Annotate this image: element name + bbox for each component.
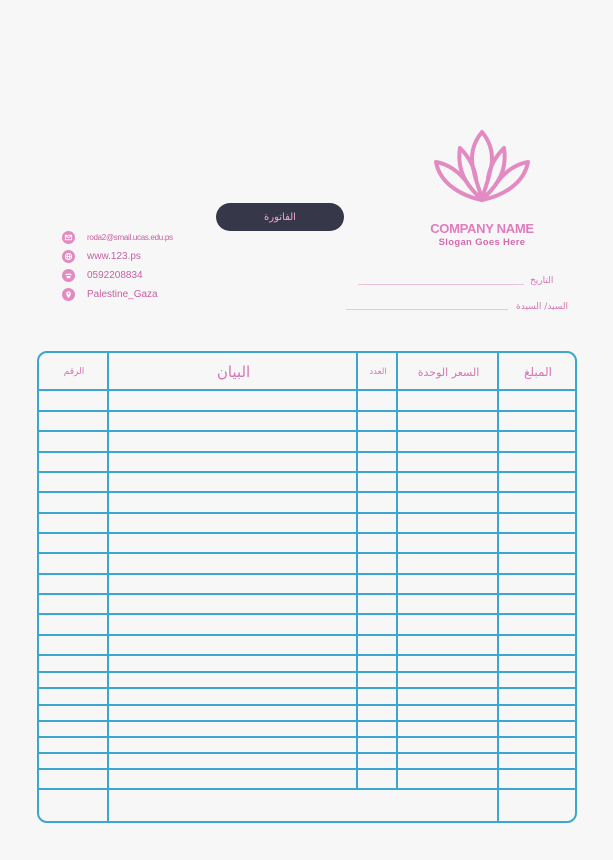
contact-website-row	[62, 247, 173, 266]
contact-phone: 0592208834	[87, 270, 143, 281]
table-grid	[39, 353, 577, 823]
contact-email-row	[62, 228, 173, 247]
invoice-title: الفاتورة	[264, 211, 296, 223]
company-name: COMPANY NAME	[430, 221, 534, 236]
contact-email: roda2@smail.ucas.edu.ps	[87, 233, 173, 242]
date-label: التاريخ	[530, 276, 554, 286]
header-amount: المبلغ	[524, 365, 552, 379]
location-icon	[62, 288, 75, 301]
contact-phone-row	[62, 266, 173, 285]
header-number: الرقم	[63, 367, 85, 377]
customer-line[interactable]	[346, 309, 508, 310]
mail-icon	[62, 231, 75, 244]
contact-location-row	[62, 285, 173, 304]
date-line[interactable]	[358, 284, 524, 285]
invoice-title-badge	[216, 203, 344, 231]
customer-label: السيد/ السيدة	[516, 302, 569, 312]
contact-info	[62, 228, 173, 304]
lotus-logo-icon	[432, 128, 532, 204]
company-slogan: Slogan Goes Here	[438, 237, 526, 248]
contact-location: Palestine_Gaza	[87, 289, 158, 300]
contact-website: www.123.ps	[87, 251, 141, 262]
header-description: البيان	[216, 363, 251, 381]
invoice-table	[37, 351, 577, 823]
header-unit-price: السعر الوحدة	[417, 365, 480, 379]
globe-icon	[62, 250, 75, 263]
header-quantity: العدد	[369, 367, 387, 377]
phone-icon	[62, 269, 75, 282]
